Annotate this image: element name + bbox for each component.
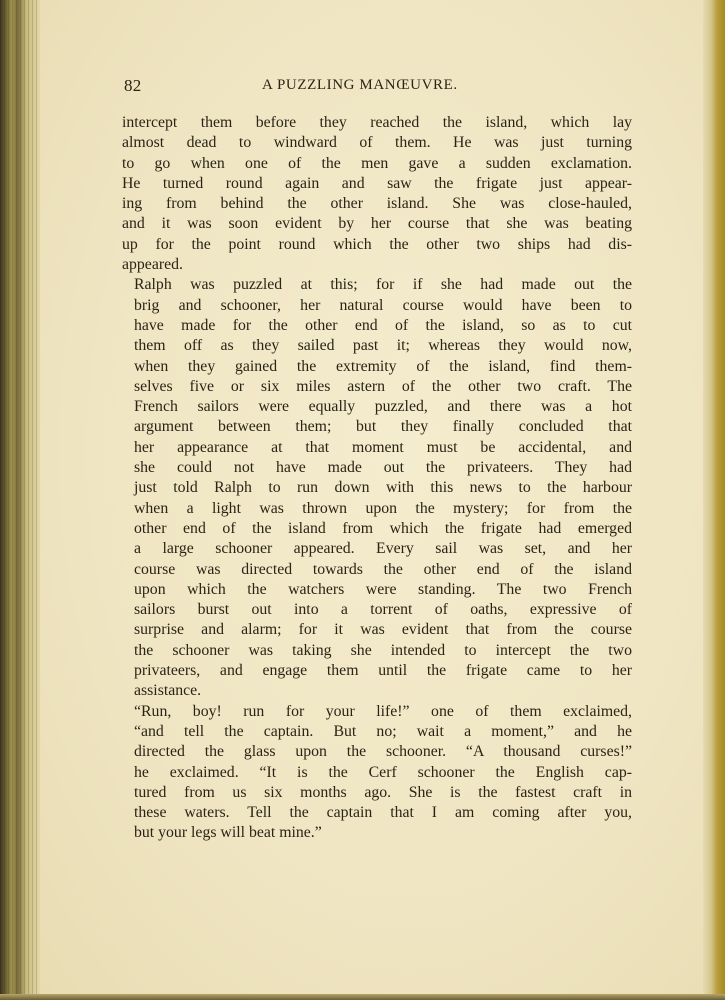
running-head: A PUZZLING MANŒUVRE.	[262, 77, 458, 93]
text-line: selves five or six miles astern of the other two craft. The	[134, 377, 632, 395]
text-line: French sailors were equally puzzled, and there was a hot	[134, 398, 632, 416]
text-line: them off as they sailed past it; whereas they would now,	[134, 337, 632, 355]
page-edge-bottom	[0, 994, 725, 1000]
text-line: He turned round again and saw the frigate just appear-	[122, 174, 632, 192]
body-text	[122, 113, 632, 844]
text-line: and it was soon evident by her course that she was beating	[122, 215, 632, 233]
text-line: when a light was thrown upon the mystery; for from the	[134, 499, 632, 517]
text-line: privateers, and engage them until the frigate came to her	[134, 662, 632, 680]
text-line: brig and schooner, her natural course would have been to	[134, 296, 632, 314]
text-line: “Run, boy! run for your life!” one of them exclaimed,	[134, 702, 632, 720]
text-line: Ralph was puzzled at this; for if she had made out the	[134, 276, 632, 294]
text-line: to go when one of the men gave a sudden exclamation.	[122, 154, 632, 172]
text-line: course was directed towards the other end of the island	[134, 560, 632, 578]
text-line: directed the glass upon the schooner. “A thousand curses!”	[134, 743, 632, 761]
text-line: he exclaimed. “It is the Cerf schooner the English cap-	[134, 763, 632, 781]
text-line: the schooner was taking she intended to intercept the two	[134, 641, 632, 659]
text-line: tured from us six months ago. She is the fastest craft in	[134, 783, 632, 801]
text-line: but your legs will beat mine.”	[134, 824, 322, 842]
text-line: surprise and alarm; for it was evident that from the course	[134, 621, 632, 639]
text-line: her appearance at that moment must be accidental, and	[134, 438, 632, 456]
paragraph	[122, 113, 632, 275]
text-line: other end of the island from which the frigate had emerged	[134, 519, 632, 537]
paragraph	[122, 702, 632, 844]
text-line: she could not have made out the privateers. They had	[134, 459, 632, 477]
page-edge-right	[703, 0, 725, 1000]
text-line: have made for the other end of the island, so as to cut	[134, 316, 632, 334]
page-header	[124, 76, 632, 100]
text-line: “and tell the captain. But no; wait a moment,” and he	[134, 722, 632, 740]
text-line: appeared.	[122, 256, 183, 274]
text-line: upon which the watchers were standing. The two French	[134, 580, 632, 598]
text-line: these waters. Tell the captain that I am coming after you,	[134, 804, 632, 822]
binding-texture	[0, 0, 40, 1000]
text-line: sailors burst out into a torrent of oaths, expressive of	[134, 601, 632, 619]
page-number: 82	[124, 76, 142, 95]
text-line: intercept them before they reached the island, which lay	[122, 114, 632, 131]
text-line: just told Ralph to run down with this news to the harbour	[134, 479, 632, 497]
text-line: argument between them; but they finally concluded that	[134, 418, 632, 436]
paragraph	[122, 275, 632, 701]
text-line: assistance.	[134, 682, 202, 700]
text-line: when they gained the extremity of the island, find them-	[134, 357, 632, 375]
text-line: up for the point round which the other two ships had dis-	[122, 235, 632, 253]
text-line: ing from behind the other island. She was close-hauled,	[122, 195, 632, 213]
text-line: a large schooner appeared. Every sail was set, and her	[134, 540, 632, 558]
text-line: almost dead to windward of them. He was just turning	[122, 134, 632, 152]
